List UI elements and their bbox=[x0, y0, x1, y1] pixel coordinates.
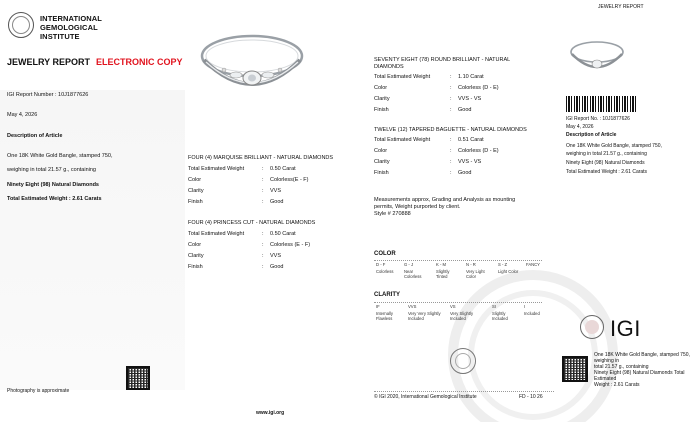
grade-desc bbox=[524, 269, 550, 279]
website-link[interactable]: www.igi.org bbox=[256, 410, 285, 416]
grade: S - Z bbox=[498, 262, 508, 267]
grade-desc: Very Very Slightly Included bbox=[408, 311, 441, 321]
top-right-report-label: JEWELRY REPORT bbox=[598, 4, 644, 10]
grade-desc: Near Colorless bbox=[404, 269, 422, 279]
igi-seal-inner-icon bbox=[455, 353, 471, 369]
grade: I bbox=[524, 304, 526, 309]
institute-line-1: INTERNATIONAL bbox=[40, 14, 102, 23]
value: 0.50 Carat bbox=[270, 231, 296, 237]
grade: IF bbox=[376, 304, 380, 309]
report-date: May 4, 2026 bbox=[7, 112, 38, 118]
grade: N - R bbox=[466, 262, 476, 267]
clarity-scale-table bbox=[372, 302, 550, 323]
igi-brand-text: IGI bbox=[610, 316, 641, 341]
label: Total Estimated Weight bbox=[188, 231, 245, 237]
description-line-3: Ninety Eight (98) Natural Diamonds bbox=[7, 182, 99, 188]
sidecard-desc-line-2: weighing in total 21.57 g., containing bbox=[566, 151, 647, 157]
value: Good bbox=[458, 170, 472, 176]
color-scale-title: COLOR bbox=[374, 251, 396, 257]
grade: G - J bbox=[404, 262, 414, 267]
grade-desc: Slightly Tinted bbox=[436, 269, 450, 279]
copyright-text: © IGI 2020, International Gemological Institute bbox=[374, 394, 477, 400]
value: 1.10 Carat bbox=[458, 74, 484, 80]
grade-desc: Very Light Color bbox=[466, 269, 485, 279]
label: Finish bbox=[188, 264, 203, 270]
label: Color bbox=[374, 85, 388, 91]
sidecard-barcode bbox=[566, 96, 636, 112]
label: Color bbox=[188, 242, 202, 248]
sidecard-report-no: IGI Report No. : 10J1877626 bbox=[566, 116, 630, 122]
label: Clarity bbox=[188, 188, 204, 194]
group-princess-table: Total Estimated Weight : 0.50 Carat Color : Colorless (E - F) Clarity : VVS Finish : Good bbox=[188, 231, 311, 270]
color-scale-table bbox=[372, 260, 552, 281]
label: Finish bbox=[374, 170, 389, 176]
grade: FANCY bbox=[526, 262, 540, 267]
grade: K - M bbox=[436, 262, 447, 267]
group-baguette-table: Total Estimated Weight : 0.51 Carat Color : Colorless (D - E) Clarity : VVS - VS Finish : Good bbox=[374, 137, 499, 176]
value: Colorless(E - F) bbox=[270, 177, 309, 183]
photo-note: Photography is approximate bbox=[7, 388, 70, 394]
comment-line-3: Style # 270888 bbox=[374, 211, 411, 217]
footer-line bbox=[374, 391, 554, 392]
description-line-2: weighing in total 21.57 g., containing bbox=[7, 167, 96, 173]
grade-desc: Included bbox=[524, 311, 540, 316]
grade-desc: Light Color bbox=[498, 269, 519, 274]
value: 0.51 Carat bbox=[458, 137, 484, 143]
group-round-heading-1: SEVENTY EIGHT (78) ROUND BRILLIANT - NATURAL bbox=[374, 57, 511, 63]
institute-name bbox=[40, 14, 102, 41]
label: Clarity bbox=[374, 159, 390, 165]
igi-brand-logo-inner-icon bbox=[585, 320, 599, 334]
value: Colorless (D - E) bbox=[458, 148, 499, 154]
form-code: FD - 10 26 bbox=[519, 394, 543, 400]
sidecard-bottom-line-4: Weight : 2.61 Carats bbox=[594, 382, 640, 388]
comment-line-2: permits, Weight purported by client. bbox=[374, 204, 461, 210]
qr-code-right[interactable] bbox=[562, 356, 588, 382]
igi-logo-inner-icon bbox=[12, 16, 30, 34]
grade: VVS bbox=[408, 304, 417, 309]
institute-line-2: GEMOLOGICAL bbox=[40, 23, 98, 32]
value: Good bbox=[270, 199, 284, 205]
group-baguette-heading: TWELVE (12) TAPERED BAGUETTE - NATURAL DIAMONDS bbox=[374, 127, 527, 133]
value: VVS bbox=[270, 253, 282, 259]
sidecard-bottom-text bbox=[594, 352, 698, 388]
value: VVS - VS bbox=[458, 96, 482, 102]
group-princess-heading: FOUR (4) PRINCESS CUT - NATURAL DIAMONDS bbox=[188, 220, 316, 226]
sidecard-date: May 4, 2026 bbox=[566, 124, 594, 130]
sidecard-bangle-photo bbox=[568, 38, 626, 80]
group-round-table: Total Estimated Weight : 1.10 Carat Color : Colorless (D - E) Clarity : VVS - VS Finish : Good bbox=[374, 74, 499, 113]
grade-desc: Colorless bbox=[376, 269, 394, 274]
sidecard-desc-heading: Description of Article bbox=[566, 132, 617, 138]
electronic-copy-label: ELECTRONIC COPY bbox=[96, 57, 183, 67]
value: Colorless (E - F) bbox=[270, 242, 311, 248]
sidecard-bottom-line-3: Ninety Eight (98) Natural Diamonds Total Estimated bbox=[594, 370, 685, 382]
grade: D - F bbox=[376, 262, 386, 267]
grade: VS bbox=[450, 304, 456, 309]
institute-line-3: INSTITUTE bbox=[40, 32, 80, 41]
comment-line-1: Measurements approx, Grading and Analysis as mounting bbox=[374, 197, 516, 203]
sidecard-desc-line-1: One 18K White Gold Bangle, stamped 750, bbox=[566, 143, 662, 149]
sidecard-desc-line-3: Ninety Eight (98) Natural Diamonds bbox=[566, 160, 645, 166]
value: Colorless (D - E) bbox=[458, 85, 499, 91]
clarity-scale-title: CLARITY bbox=[374, 292, 400, 298]
group-marquise-table: Total Estimated Weight : 0.50 Carat Color : Colorless(E - F) Clarity : VVS Finish : Good bbox=[188, 166, 309, 205]
group-marquise-heading: FOUR (4) MARQUISE BRILLIANT - NATURAL DIAMONDS bbox=[188, 155, 334, 161]
grade-desc: Internally Flawless bbox=[376, 311, 393, 321]
value: VVS bbox=[270, 188, 282, 194]
sidecard-bottom-line-2: total 21.57 g., containing bbox=[594, 364, 649, 370]
label: Total Estimated Weight bbox=[188, 166, 245, 172]
label: Color bbox=[188, 177, 202, 183]
grade-desc: Slightly Included bbox=[492, 311, 508, 321]
label: Finish bbox=[188, 199, 203, 205]
grade: SI bbox=[492, 304, 496, 309]
group-round-heading-2: DIAMONDS bbox=[374, 64, 404, 70]
grade-desc: Very Slightly Included bbox=[450, 311, 474, 321]
sidecard-desc-line-4: Total Estimated Weight : 2.61 Carats bbox=[566, 169, 648, 175]
label: Total Estimated Weight bbox=[374, 137, 431, 143]
bangle-photo bbox=[196, 30, 308, 102]
value: VVS - VS bbox=[458, 159, 482, 165]
qr-code-left[interactable] bbox=[126, 366, 150, 390]
label: Clarity bbox=[188, 253, 204, 259]
sidecard-bottom-line-1: One 18K White Gold Bangle, stamped 750, weighing in bbox=[594, 352, 690, 364]
label: Clarity bbox=[374, 96, 390, 102]
label: Total Estimated Weight bbox=[374, 74, 431, 80]
description-heading: Description of Article bbox=[7, 133, 63, 139]
description-line-1: One 18K White Gold Bangle, stamped 750, bbox=[7, 153, 113, 159]
value: Good bbox=[458, 107, 472, 113]
report-title: JEWELRY REPORT bbox=[7, 57, 91, 67]
description-line-4: Total Estimated Weight : 2.61 Carats bbox=[7, 196, 102, 202]
label: Color bbox=[374, 148, 388, 154]
label: Finish bbox=[374, 107, 389, 113]
value: 0.50 Carat bbox=[270, 166, 296, 172]
value: Good bbox=[270, 264, 284, 270]
report-number: IGI Report Number : 10J1877626 bbox=[7, 92, 89, 98]
